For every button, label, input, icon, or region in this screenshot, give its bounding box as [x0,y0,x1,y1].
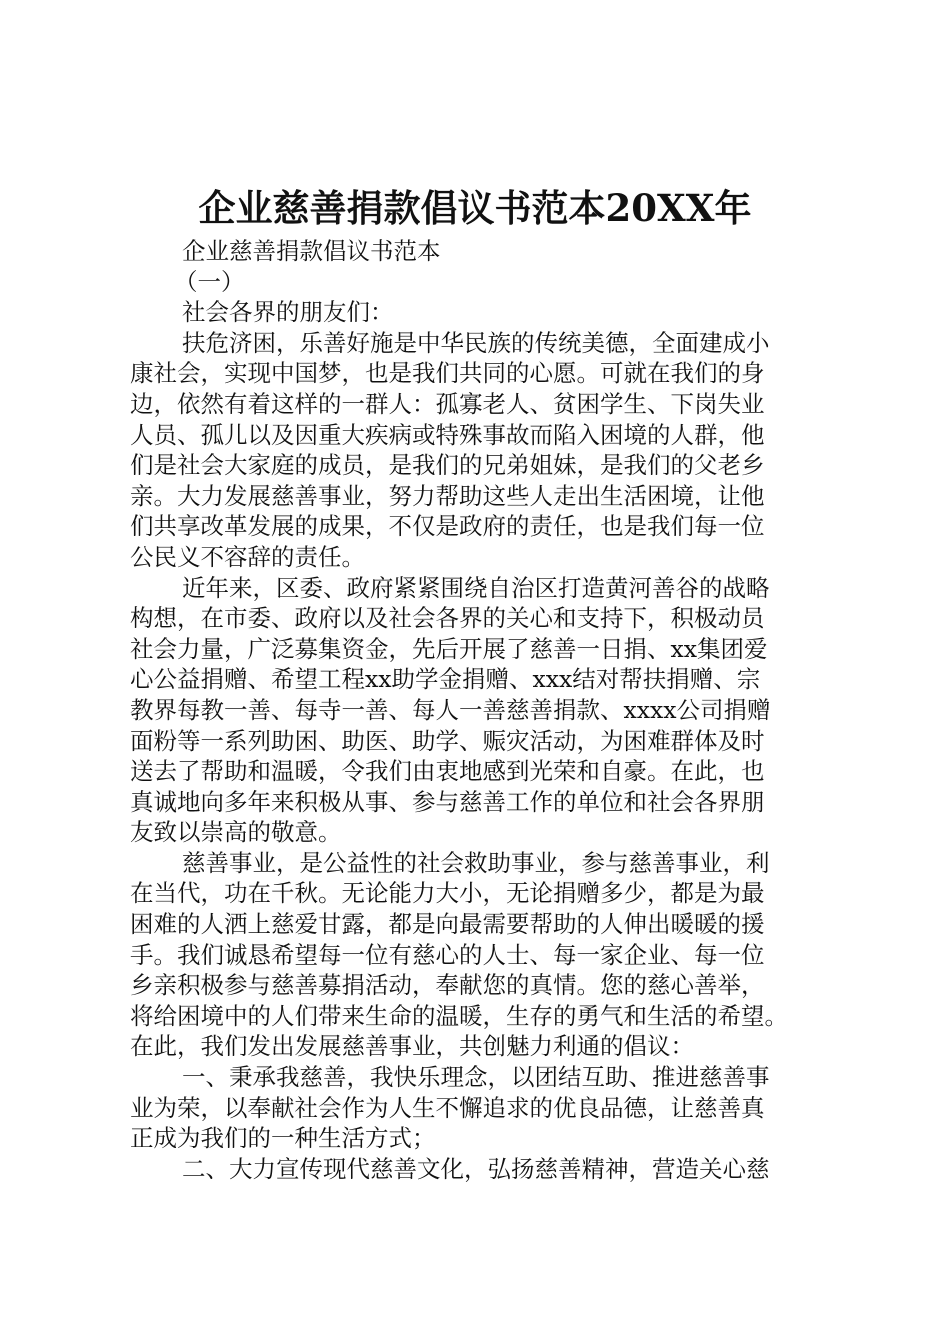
paragraph-1-line: 人员、孤儿以及因重大疾病或特殊事故而陷入困境的人群，他 [130,420,765,449]
salutation-line: 社会各界的朋友们： [182,298,394,327]
paragraph-1-line: 康社会，实现中国梦，也是我们共同的心愿。可就在我们的身 [130,359,765,388]
paragraph-3-line: 在当代，功在千秋。无论能力大小，无论捐赠多少，都是为最 [130,879,765,908]
paragraph-3-line: 慈善事业，是公益性的社会救助事业，参与慈善事业，利 [182,848,770,877]
paragraph-2-line: 近年来，区委、政府紧紧围绕自治区打造黄河善谷的战略 [182,573,770,602]
paragraph-2-line: 送去了帮助和温暖，令我们由衷地感到光荣和自豪。在此，也 [130,757,765,786]
section-number-line: （一） [174,267,245,296]
paragraph-1-line: 们是社会大家庭的成员，是我们的兄弟姐妹，是我们的父老乡 [130,451,765,480]
paragraph-2-line: 社会力量，广泛募集资金，先后开展了慈善一日捐、xx集团爱 [130,634,768,663]
paragraph-2-line: 友致以崇高的敬意。 [130,818,342,847]
paragraph-2-line: 教界每教一善、每寺一善、每人一善慈善捐款、xxxx公司捐赠 [130,695,771,724]
paragraph-2-line: 心公益捐赠、希望工程xx助学金捐赠、xxx结对帮扶捐赠、宗 [130,665,761,694]
subtitle-line: 企业慈善捐款倡议书范本 [182,237,441,265]
proposal-1-line: 业为荣，以奉献社会作为人生不懈追求的优良品德，让慈善真 [130,1093,765,1122]
paragraph-1-line: 公民义不容辞的责任。 [130,542,365,571]
paragraph-3-line: 乡亲积极参与慈善募捐活动，奉献您的真情。您的慈心善举， [130,971,765,1000]
paragraph-2-line: 构想，在市委、政府以及社会各界的关心和支持下，积极动员 [130,604,765,633]
proposal-2-line: 二、大力宣传现代慈善文化，弘扬慈善精神，营造关心慈 [182,1154,770,1183]
paragraph-3-line: 困难的人洒上慈爱甘露，都是向最需要帮助的人伸出暖暖的援 [130,910,765,939]
paragraph-2-line: 真诚地向多年来积极从事、参与慈善工作的单位和社会各界朋 [130,787,765,816]
paragraph-1-line: 扶危济困，乐善好施是中华民族的传统美德，全面建成小 [182,328,770,357]
document-title: 企业慈善捐款倡议书范本20XX年 [198,186,752,230]
proposal-1-line: 正成为我们的一种生活方式； [130,1124,436,1153]
paragraph-1-line: 们共享改革发展的成果，不仅是政府的责任，也是我们每一位 [130,512,765,541]
paragraph-2-line: 面粉等一系列助困、助医、助学、赈灾活动，为困难群体及时 [130,726,765,755]
paragraph-1-line: 亲。大力发展慈善事业，努力帮助这些人走出生活困境，让他 [130,481,765,510]
paragraph-3-line: 手。我们诚恳希望每一位有慈心的人士、每一家企业、每一位 [130,940,765,969]
paragraph-3-line: 在此，我们发出发展慈善事业，共创魅力利通的倡议： [130,1032,694,1061]
paragraph-1-line: 边，依然有着这样的一群人：孤寡老人、贫困学生、下岗失业 [130,389,765,418]
proposal-1-line: 一、秉承我慈善，我快乐理念，以团结互助、推进慈善事 [182,1063,770,1092]
document-body [130,236,850,1184]
paragraph-3-line: 将给困境中的人们带来生命的温暖，生存的勇气和生活的希望。 [130,1001,788,1030]
